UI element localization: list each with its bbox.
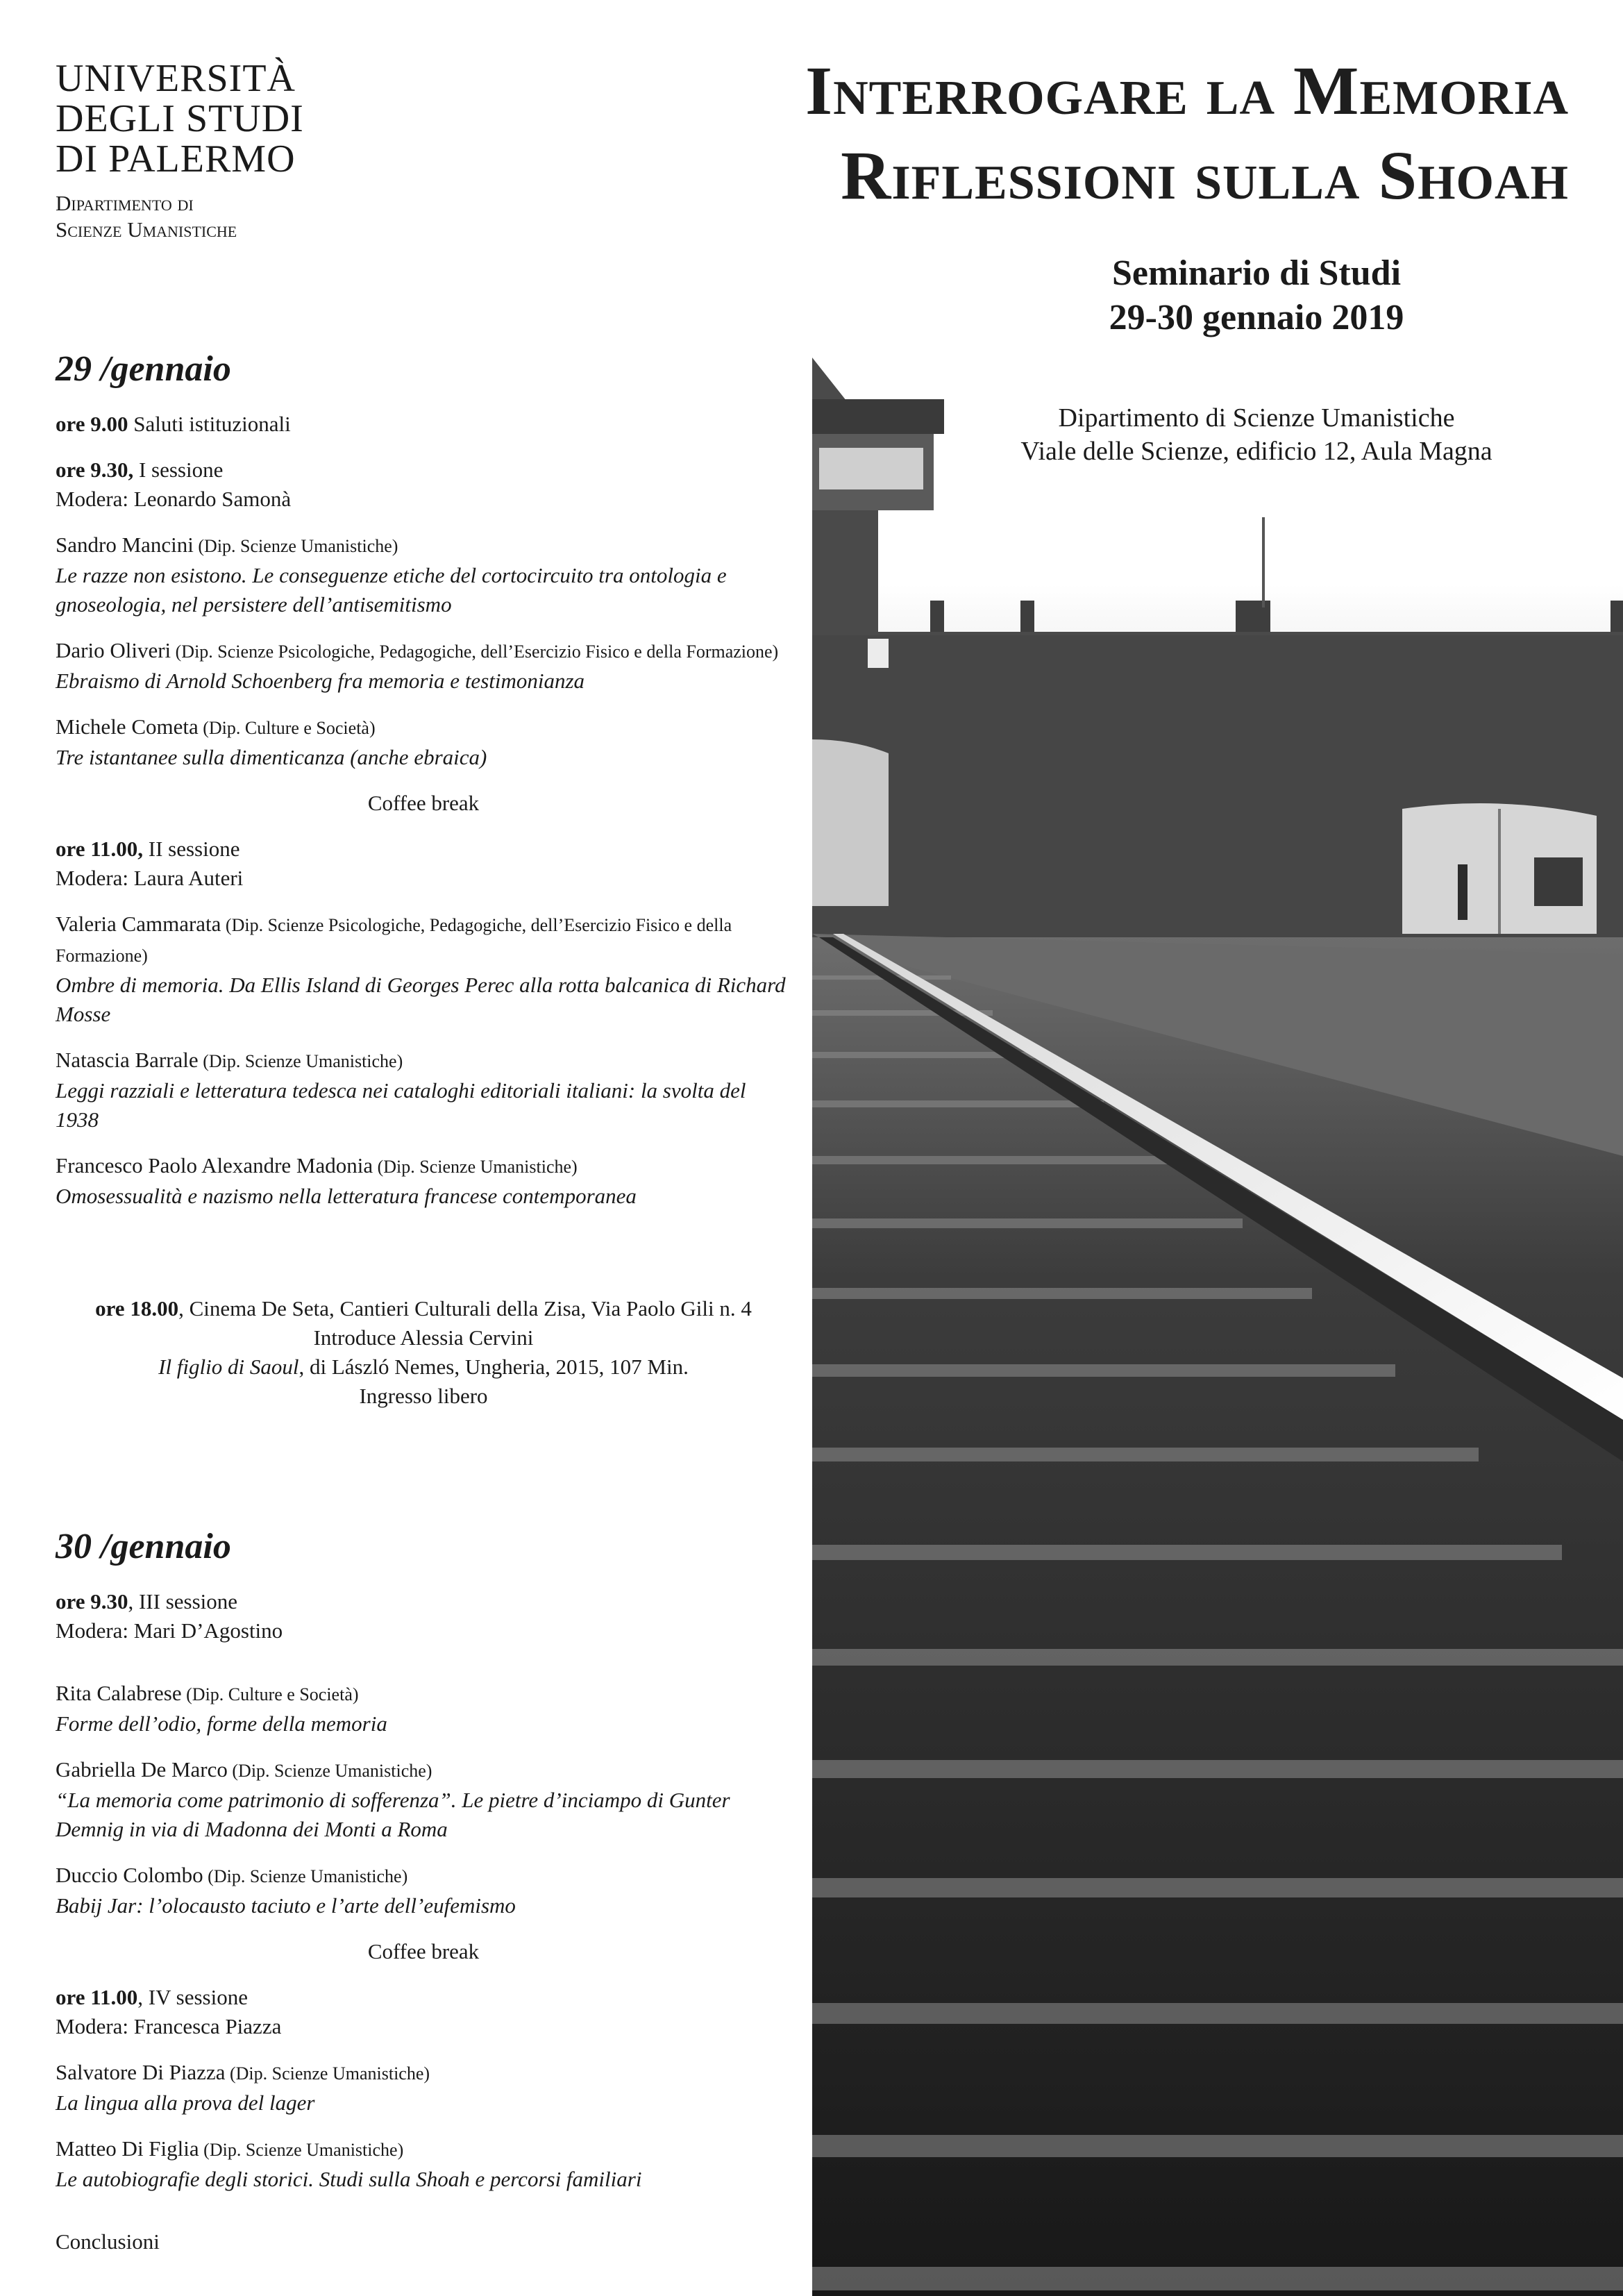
schedule-time: ore 9.30 — [56, 1589, 128, 1614]
speaker-affiliation: (Dip. Culture e Società) — [181, 1684, 359, 1704]
venue-line-2: Viale delle Scienze, edificio 12, Aula Magna — [1020, 437, 1492, 466]
schedule-text: Saluti istituzionali — [128, 412, 291, 436]
talk — [56, 2134, 791, 2194]
schedule-time: ore 11.00 — [56, 1985, 138, 2009]
free-entry: Ingresso libero — [359, 1384, 488, 1408]
schedule-time: ore 11.00, — [56, 837, 143, 861]
evening-screening — [56, 1294, 791, 1411]
talk-title: Le razze non esistono. Le conseguenze etiche del cortocircuito tra ontologia e gnoseologia, nel persistere dell’antisemitismo — [56, 563, 727, 617]
speaker-affiliation: (Dip. Scienze Umanistiche) — [198, 1051, 403, 1071]
talk — [56, 1755, 791, 1844]
talk-title: Forme dell’odio, forme della memoria — [56, 1711, 387, 1736]
session-4-header — [56, 1983, 791, 2041]
screening-place: , Cinema De Seta, Cantieri Culturali della Zisa, Via Paolo Gili n. 4 — [178, 1296, 752, 1321]
moderator: Modera: Laura Auteri — [56, 866, 244, 890]
talk-title: La lingua alla prova del lager — [56, 2090, 315, 2115]
talk-title: “La memoria come patrimonio di sofferenza”. Le pietre d’inciampo di Gunter Demnig in via di Madonna dei Monti a Roma — [56, 1788, 730, 1841]
coffee-break: Coffee break — [367, 1939, 480, 1963]
venue-line-1: Dipartimento di Scienze Umanistiche — [1058, 403, 1455, 433]
moderator: Modera: Mari D’Agostino — [56, 1618, 283, 1643]
talk — [56, 1151, 791, 1211]
speaker-name: Gabriella De Marco — [56, 1757, 228, 1782]
talk — [56, 910, 791, 1029]
session-2-header — [56, 835, 791, 893]
title-line-2: Riflessioni sulla Shoah — [841, 137, 1569, 214]
speaker-affiliation: (Dip. Scienze Umanistiche) — [225, 2063, 430, 2084]
speaker-name: Rita Calabrese — [56, 1681, 182, 1705]
schedule-text: , III sessione — [128, 1589, 238, 1614]
speaker-name: Salvatore Di Piazza — [56, 2060, 226, 2084]
schedule-time: ore 9.30, — [56, 458, 134, 482]
day-heading-29: 29 /gennaio — [56, 349, 231, 389]
screening-intro: Introduce Alessia Cervini — [313, 1325, 534, 1350]
moderator: Modera: Francesca Piazza — [56, 2014, 282, 2038]
schedule-text: II sessione — [143, 837, 240, 861]
university-name: UNIVERSITÀ DEGLI STUDI DI PALERMO — [56, 57, 304, 181]
talk-title: Le autobiografie degli storici. Studi sulla Shoah e percorsi familiari — [56, 2167, 642, 2191]
talk-title: Leggi razziali e letteratura tedesca nei cataloghi editoriali italiani: la svolta del 1938 — [56, 1078, 746, 1132]
speaker-affiliation: (Dip. Scienze Umanistiche) — [373, 1157, 578, 1177]
talk-title: Babij Jar: l’olocausto taciuto e l’arte dell’eufemismo — [56, 1893, 516, 1918]
talk-title: Ebraismo di Arnold Schoenberg fra memoria e testimonianza — [56, 669, 585, 693]
talk-title: Omosessualità e nazismo nella letteratura francese contemporanea — [56, 1184, 637, 1208]
closing-remarks: Conclusioni — [56, 2229, 160, 2254]
seminar-label: Seminario di Studi — [1111, 253, 1402, 293]
speaker-name: Natascia Barrale — [56, 1048, 199, 1072]
talk — [56, 636, 791, 696]
university-logo — [56, 58, 417, 243]
talk-title: Tre istantanee sulla dimenticanza (anche ebraica) — [56, 745, 487, 769]
schedule-time: ore 9.00 — [56, 412, 128, 436]
talk — [56, 530, 791, 619]
schedule-time: ore 18.00 — [95, 1296, 179, 1321]
day-heading-30: 30 /gennaio — [56, 1527, 231, 1566]
speaker-name: Dario Oliveri — [56, 638, 171, 662]
program — [56, 347, 791, 2273]
speaker-name: Valeria Cammarata — [56, 912, 221, 936]
talk — [56, 2058, 791, 2118]
session-1-header — [56, 455, 791, 514]
schedule-text: I sessione — [133, 458, 224, 482]
schedule-text: , IV sessione — [137, 1985, 248, 2009]
speaker-name: Francesco Paolo Alexandre Madonia — [56, 1153, 373, 1178]
speaker-affiliation: (Dip. Scienze Umanistiche) — [193, 536, 398, 556]
session-3-header — [56, 1587, 791, 1645]
seminar-info — [916, 251, 1597, 340]
moderator: Modera: Leonardo Samonà — [56, 487, 292, 511]
speaker-affiliation: (Dip. Scienze Umanistiche) — [227, 1761, 432, 1781]
event-title — [528, 49, 1569, 218]
speaker-affiliation: (Dip. Culture e Società) — [198, 718, 376, 738]
speaker-name: Michele Cometa — [56, 714, 199, 739]
opening-item — [56, 410, 791, 439]
title-line-1: Interrogare la Memoria — [805, 52, 1569, 129]
speaker-affiliation: (Dip. Scienze Umanistiche) — [199, 2140, 404, 2160]
speaker-affiliation: (Dip. Scienze Psicologiche, Pedagogiche, dell’Esercizio Fisico e della Formazione) — [56, 915, 732, 966]
talk — [56, 1679, 791, 1738]
talk-title: Ombre di memoria. Da Ellis Island di Georges Perec alla rotta balcanica di Richard Mosse — [56, 973, 786, 1026]
speaker-affiliation: (Dip. Scienze Umanistiche) — [203, 1866, 408, 1886]
film-details: , di László Nemes, Ungheria, 2015, 107 Min. — [298, 1355, 689, 1379]
film-title: Il figlio di Saoul — [158, 1355, 299, 1379]
department-name: Dipartimento di Scienze Umanistiche — [56, 191, 237, 242]
talk — [56, 1861, 791, 1920]
talk — [56, 1046, 791, 1134]
seminar-dates: 29-30 gennaio 2019 — [1109, 298, 1404, 337]
speaker-name: Sandro Mancini — [56, 533, 194, 557]
speaker-name: Matteo Di Figlia — [56, 2136, 199, 2161]
auschwitz-railway-photo — [812, 351, 1623, 2296]
venue-info — [916, 401, 1597, 468]
speaker-name: Duccio Colombo — [56, 1863, 203, 1887]
coffee-break: Coffee break — [367, 791, 480, 815]
speaker-affiliation: (Dip. Scienze Psicologiche, Pedagogiche, dell’Esercizio Fisico e della Formazione) — [171, 642, 779, 662]
talk — [56, 712, 791, 772]
